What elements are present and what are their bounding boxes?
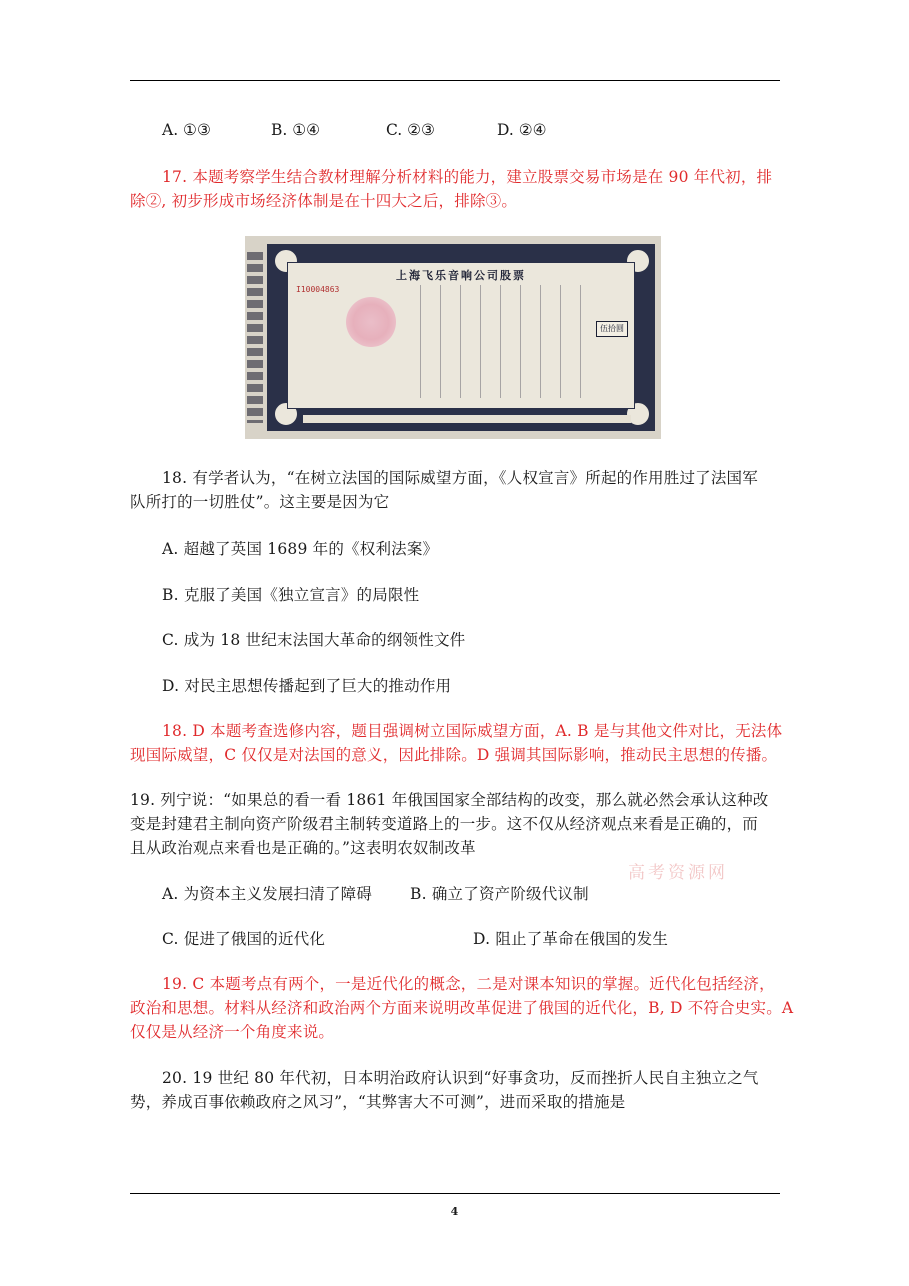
header-rule xyxy=(130,80,780,81)
q19-option-b: B. 确立了资产阶级代议制 xyxy=(410,885,589,903)
answer-19-line3: 仅仅是从经济一个角度来说。 xyxy=(130,1023,335,1041)
watermark-stamp: 高考资源网 xyxy=(628,863,728,883)
question-20-line1: 20. 19 世纪 80 年代初，日本明治政府认识到“好事贪功，反而挫折人民自主独立之气 xyxy=(162,1069,759,1087)
certificate-body xyxy=(287,262,635,409)
q19-option-d: D. 阻止了革命在俄国的发生 xyxy=(473,930,669,948)
certificate-title: 上海飞乐音响公司股票 xyxy=(396,269,526,282)
q18-option-c: C. 成为 18 世纪末法国大革命的纲领性文件 xyxy=(162,631,466,649)
q17-option-b: B. ①④ xyxy=(271,121,321,139)
certificate-serial: I10004863 xyxy=(296,285,340,294)
certificate-face-value: 伍拾圆 xyxy=(596,321,628,337)
question-20-line2: 势，养成百事依赖政府之风习”，“其弊害大不可测”，进而采取的措施是 xyxy=(130,1093,626,1111)
q19-option-c: C. 促进了俄国的近代化 xyxy=(162,930,326,948)
question-19-line2: 变是封建君主制向资产阶级君主制转变道路上的一步。这不仅从经济观点来看是正确的，而 xyxy=(130,815,759,833)
answer-18-line1: 18. D 本题考查选修内容，题目强调树立国际威望方面，A. B 是与其他文件对比，无法体 xyxy=(162,722,783,740)
stock-certificate-image xyxy=(245,236,661,439)
answer-19-line1: 19. C 本题考点有两个，一是近代化的概念，二是对课本知识的掌握。近代化包括经济， xyxy=(162,975,775,993)
answer-17-line1: 17. 本题考察学生结合教材理解分析材料的能力，建立股票交易市场是在 90 年代初，排 xyxy=(162,168,773,186)
question-18-line1: 18. 有学者认为，“在树立法国的国际威望方面，《人权宣言》所起的作用胜过了法国军 xyxy=(162,469,758,487)
question-19-line3: 且从政治观点来看也是正确的。”这表明农奴制改革 xyxy=(130,839,476,857)
q18-option-b: B. 克服了美国《独立宣言》的局限性 xyxy=(162,586,420,604)
answer-17-line2: 除②, 初步形成市场经济体制是在十四大之后，排除③。 xyxy=(130,192,518,210)
answer-18-line2: 现国际威望，C 仅仅是对法国的意义，因此排除。D 强调其国际影响，推动民主思想的传播。 xyxy=(130,746,778,764)
q17-option-a: A. ①③ xyxy=(162,121,211,139)
answer-19-line2: 政治和思想。材料从经济和政治两个方面来说明改革促进了俄国的近代化，B, D 不符合史实。A xyxy=(130,999,794,1017)
q17-option-d: D. ②④ xyxy=(497,121,547,139)
certificate-text-columns xyxy=(408,285,594,398)
q17-option-c: C. ②③ xyxy=(386,121,435,139)
q19-option-a: A. 为资本主义发展扫清了障碍 xyxy=(162,885,373,903)
q18-option-d: D. 对民主思想传播起到了巨大的推动作用 xyxy=(162,677,452,695)
certificate-red-seal xyxy=(346,297,396,347)
page-number: 4 xyxy=(450,1205,459,1218)
certificate-bottom-band xyxy=(303,415,631,423)
footer-rule xyxy=(130,1193,780,1194)
question-19-line1: 19. 列宁说：“如果总的看一看 1861 年俄国国家全部结构的改变，那么就必然会承认这种改 xyxy=(130,791,769,809)
q18-option-a: A. 超越了英国 1689 年的《权利法案》 xyxy=(162,540,439,558)
question-18-line2: 队所打的一切胜仗”。这主要是因为它 xyxy=(130,493,390,511)
certificate-side-inscription xyxy=(247,252,263,423)
